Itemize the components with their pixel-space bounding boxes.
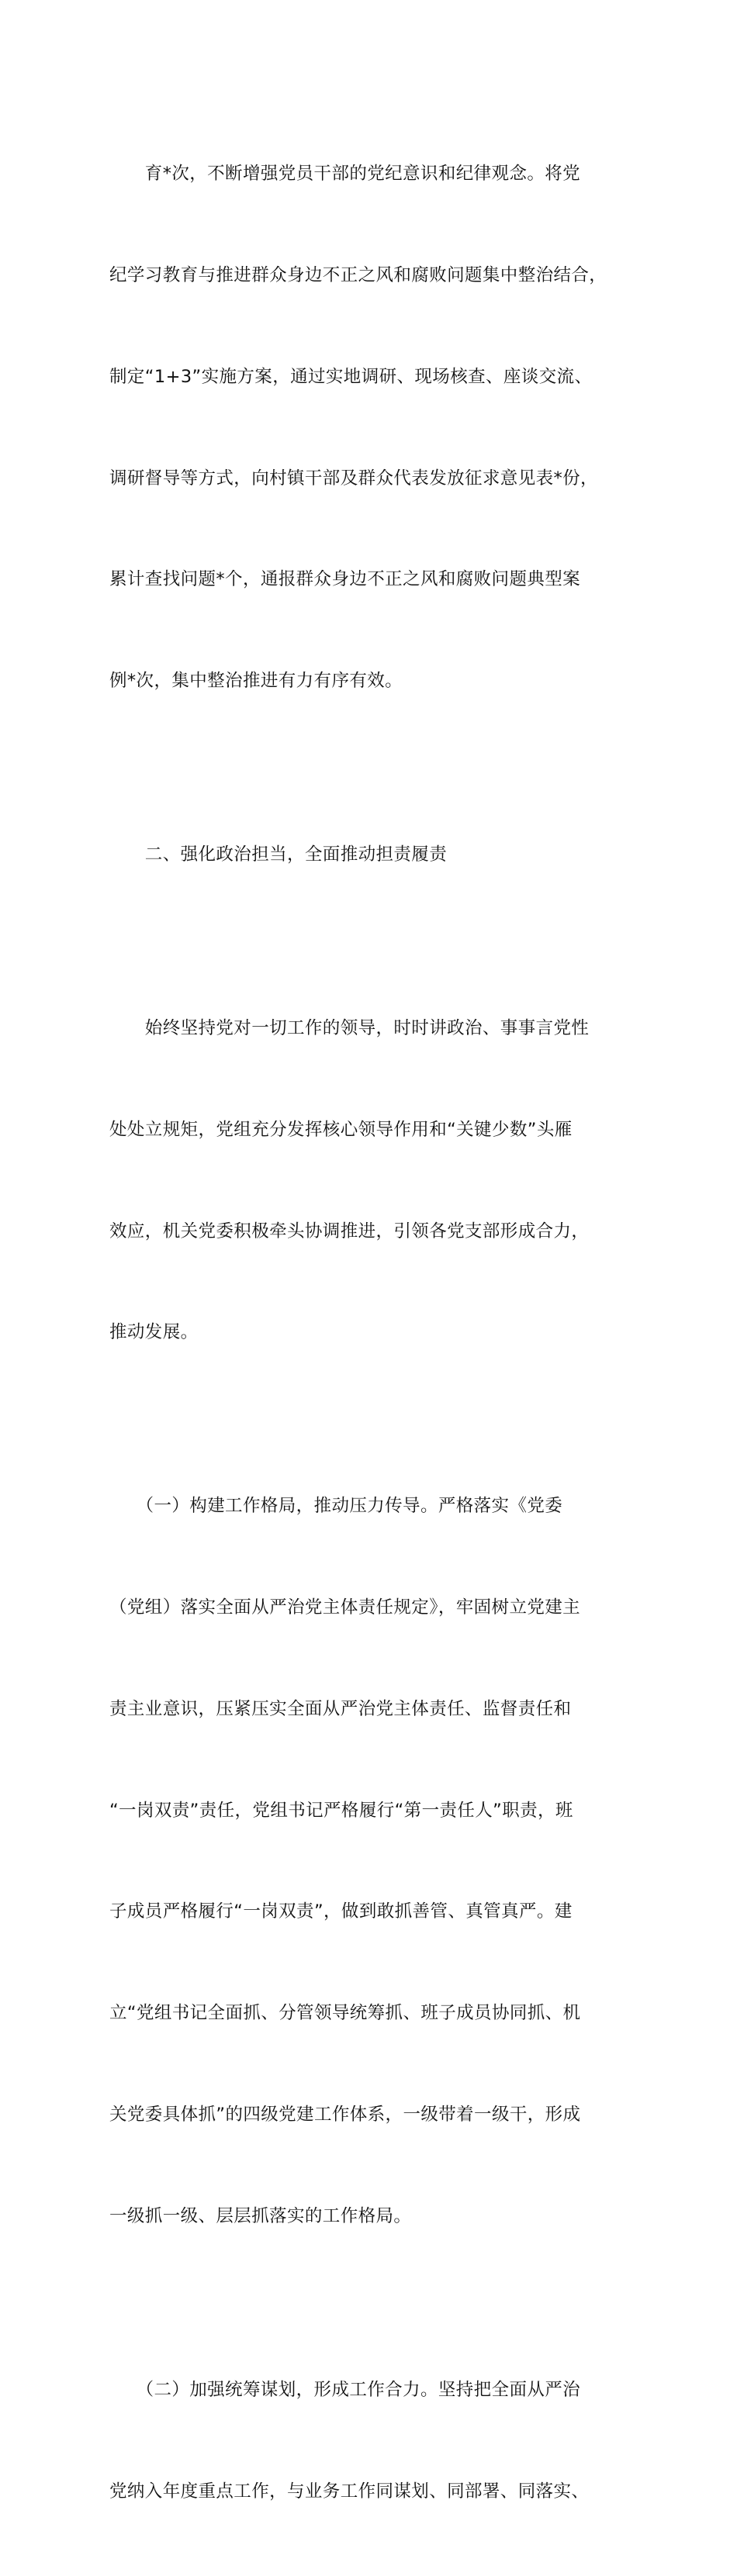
text-line: 累计查找问题*个，通报群众身边不正之风和腐败问题典型案 [109, 569, 581, 590]
text-line: 育*次，不断增强党员干部的党纪意识和纪律观念。将党 [109, 164, 581, 185]
text-line: “一岗双责”责任，党组书记严格履行“第一责任人”职责，班 [109, 1800, 573, 1821]
text-line: 例*次，集中整治推进有力有序有效。 [109, 671, 403, 692]
text-line: 纪学习教育与推进群众身边不正之风和腐败问题集中整治结合， [109, 264, 607, 285]
text-line: 关党委具体抓”的四级党建工作体系，一级带着一级干，形成 [109, 2105, 581, 2125]
document-page [109, 90, 652, 2576]
text-line: （二）加强统筹谋划，形成工作合力。坚持把全面从严治 [109, 2379, 581, 2400]
text-line: （党组）落实全面从严治党主体责任规定》，牢固树立党建主 [109, 1597, 581, 1618]
paragraph-party-leadership [109, 944, 652, 1417]
paragraph-work-structure [109, 1422, 652, 2301]
text-line: （一）构建工作格局，推动压力传导。严格落实《党委 [109, 1496, 563, 1517]
section-heading [109, 771, 652, 940]
text-line: 制定“1+3”实施方案，通过实地调研、现场核查、座谈交流、 [109, 366, 593, 387]
text-line: 推动发展。 [109, 1322, 199, 1343]
text-line: 子成员严格履行“一岗双责”，做到敢抓善管、真管真严。建 [109, 1901, 573, 1922]
text-line: 一级抓一级、层层抓落实的工作格局。 [109, 2205, 412, 2226]
paragraph-overall-planning [109, 2306, 652, 2576]
heading-line: 二、强化政治担当，全面推动担责履责 [109, 844, 448, 865]
text-line: 调研督导等方式，向村镇干部及群众代表发放征求意见表*份， [109, 468, 598, 489]
text-line: 立“党组书记全面抓、分管领导统筹抓、班子成员协同抓、机 [109, 2003, 581, 2024]
text-line: 始终坚持党对一切工作的领导，时时讲政治、事事言党性 [109, 1018, 590, 1039]
text-line: 处处立规矩，党组充分发挥核心领导作用和“关键少数”头雁 [109, 1119, 573, 1140]
paragraph-education-summary [109, 90, 652, 766]
text-line: 效应，机关党委积极牵头协调推进，引领各党支部形成合力， [109, 1221, 590, 1241]
text-line: 党纳入年度重点工作，与业务工作同谋划、同部署、同落实、 [109, 2481, 590, 2502]
text-line: 责主业意识，压紧压实全面从严治党主体责任、监督责任和 [109, 1698, 572, 1719]
